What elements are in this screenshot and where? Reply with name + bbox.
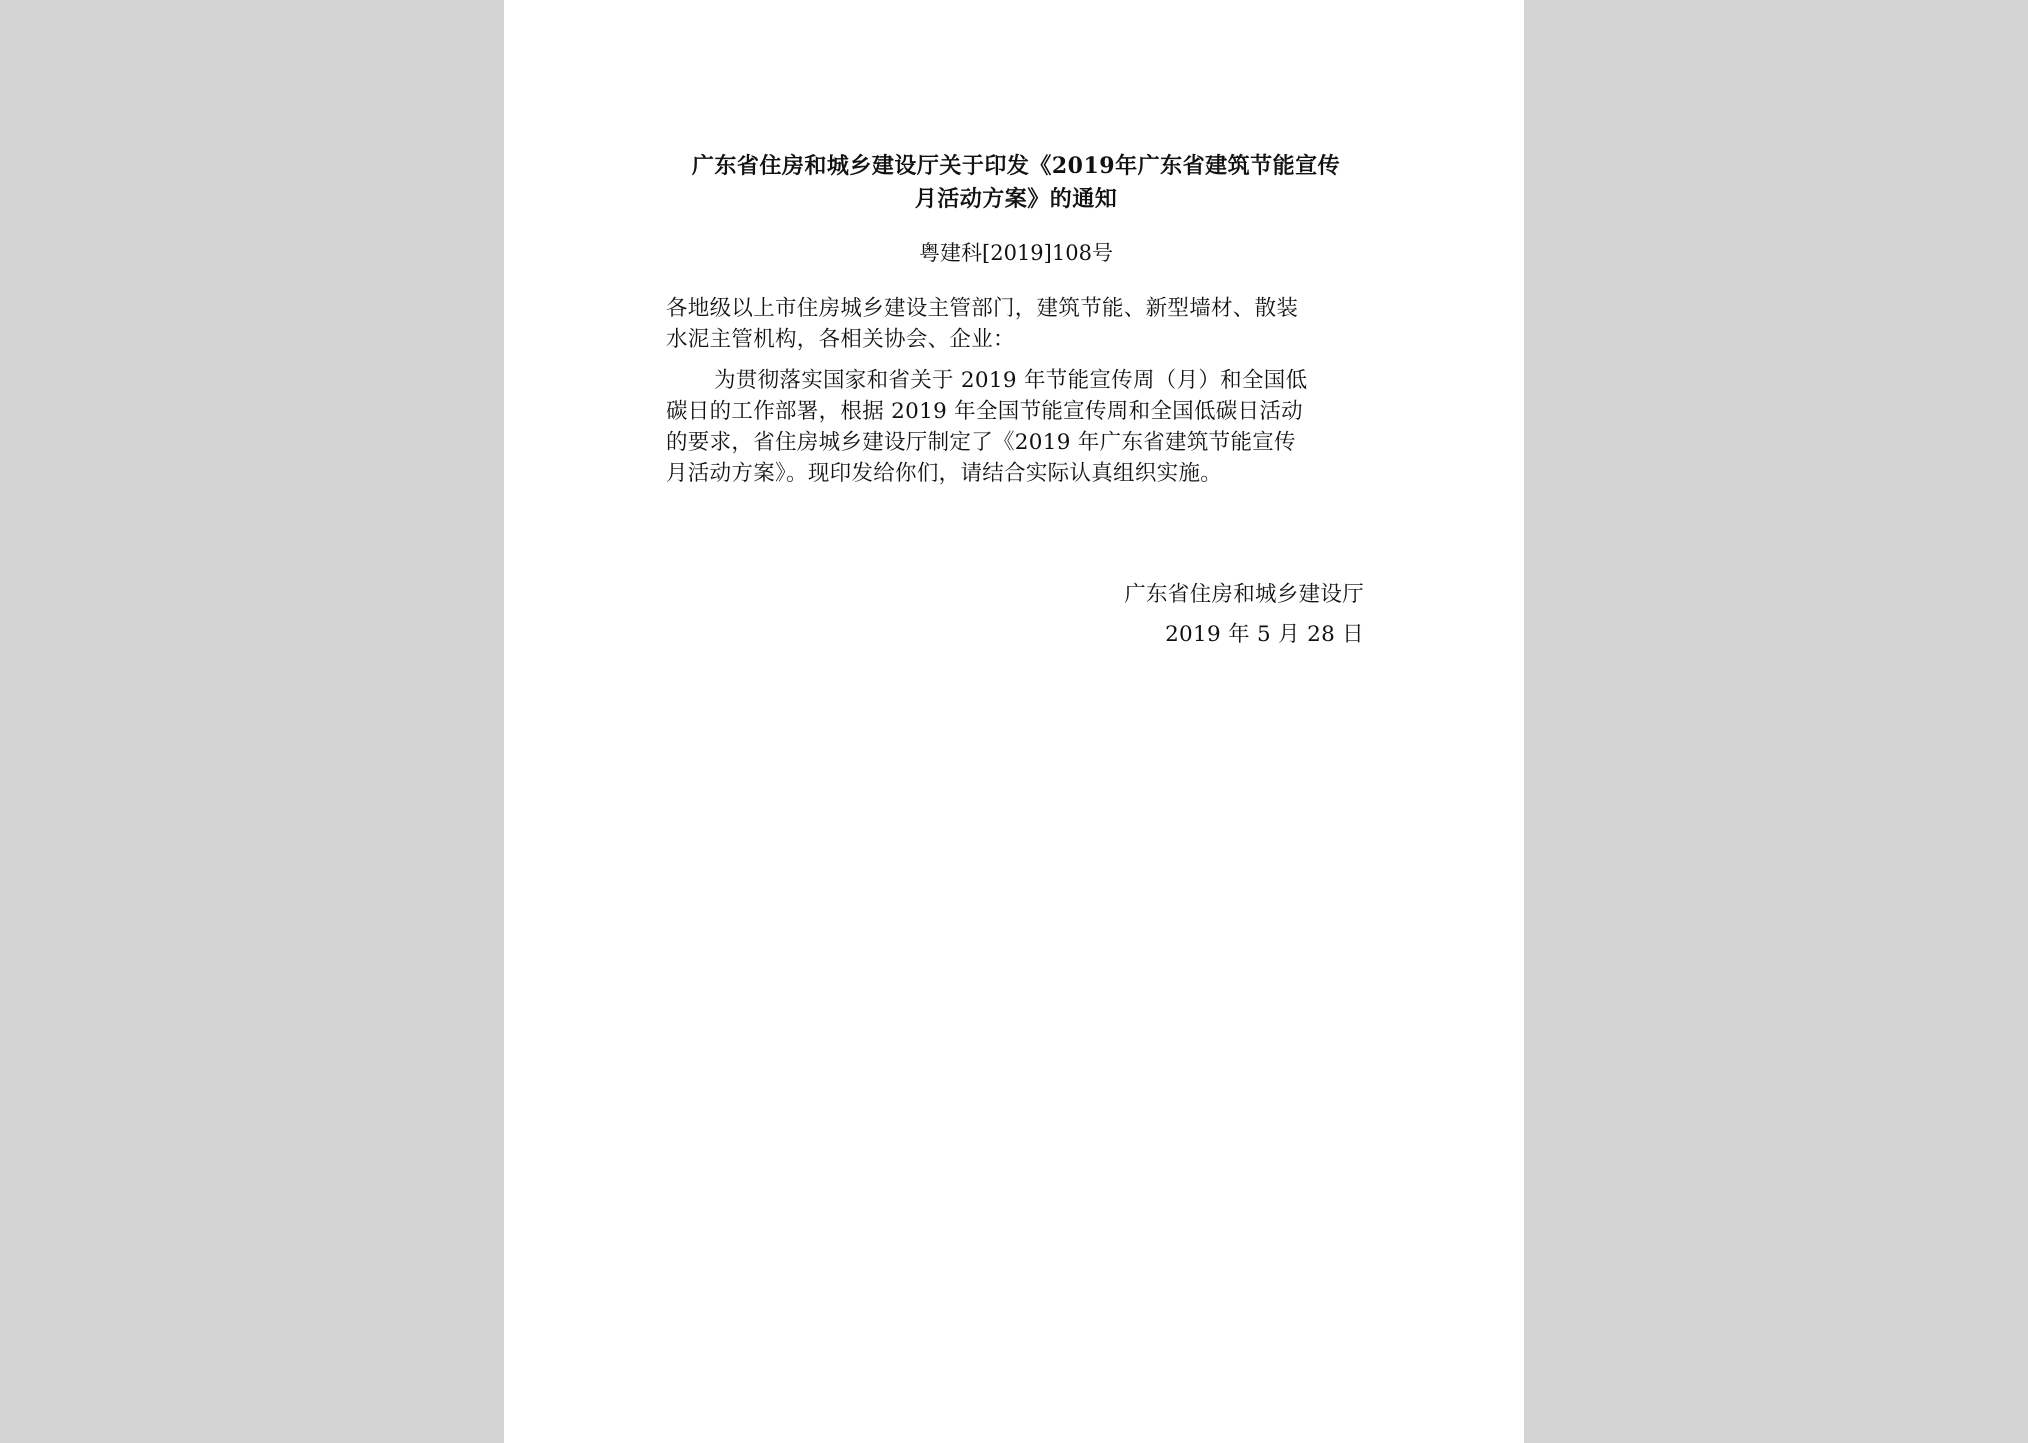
document-title-line-2: 月活动方案》的通知 bbox=[914, 186, 1118, 212]
document-page bbox=[504, 0, 1524, 1443]
document-title-line-1: 广东省住房和城乡建设厅关于印发《2019年广东省建筑节能宣传 bbox=[691, 153, 1341, 179]
signature-organization: 广东省住房和城乡建设厅 bbox=[1124, 582, 1364, 607]
addressee-line-2: 水泥主管机构，各相关协会、企业： bbox=[666, 327, 1015, 352]
body-line-3: 的要求，省住房城乡建设厅制定了《2019 年广东省建筑节能宣传 bbox=[666, 430, 1296, 455]
document-number: 粤建科[2019]108号 bbox=[919, 241, 1113, 265]
body-line-2: 碳日的工作部署，根据 2019 年全国节能宣传周和全国低碳日活动 bbox=[666, 399, 1303, 424]
addressee-line-1: 各地级以上市住房城乡建设主管部门，建筑节能、新型墙材、散装 bbox=[666, 296, 1299, 321]
body-line-4: 月活动方案》。现印发给你们，请结合实际认真组织实施。 bbox=[666, 461, 1223, 486]
signature-date: 2019 年 5 月 28 日 bbox=[1165, 622, 1364, 647]
body-line-1: 为贯彻落实国家和省关于 2019 年节能宣传周（月）和全国低 bbox=[714, 368, 1308, 393]
